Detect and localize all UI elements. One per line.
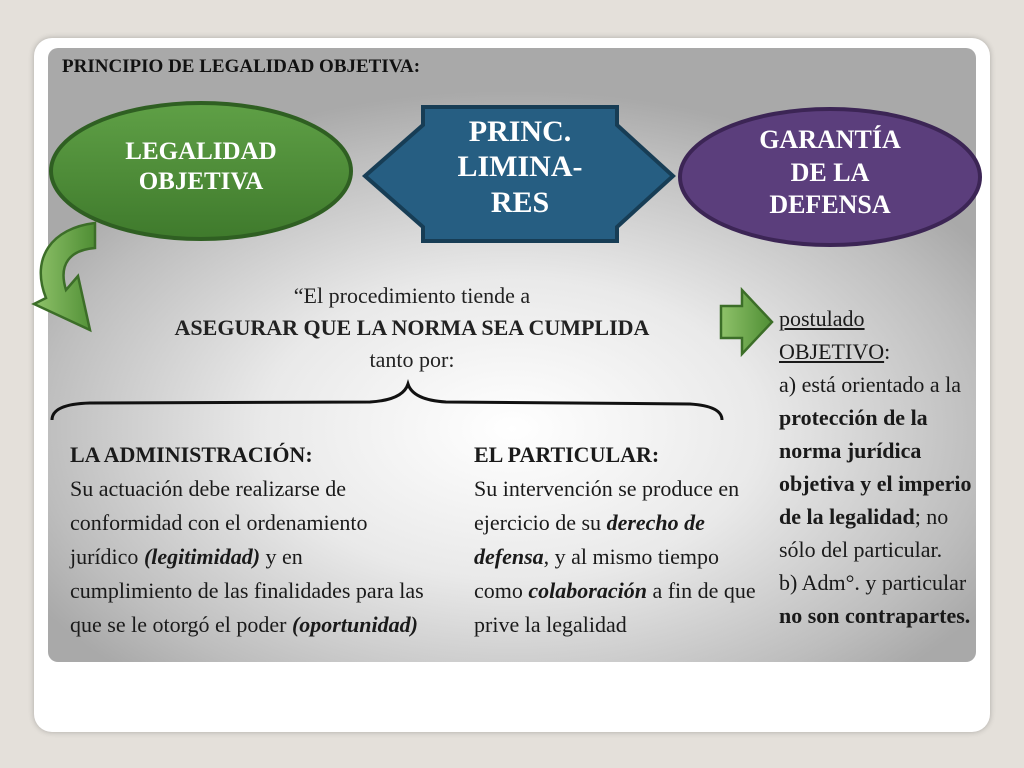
garantia-defensa-label: GARANTÍA DE LA DEFENSA xyxy=(759,125,901,219)
administracion-heading: LA ADMINISTRACIÓN: xyxy=(70,442,313,467)
principios-liminares-label: PRINC. LIMINA- RES xyxy=(457,115,583,219)
curved-arrow-icon xyxy=(34,223,95,330)
particular-text-3: a fin de que prive la legalidad xyxy=(474,578,756,638)
postulado-column xyxy=(779,302,989,632)
postulado-b-bold: no son contrapartes. xyxy=(779,603,971,628)
administracion-emphasis-2: (oportunidad) xyxy=(291,612,418,638)
postulado-label: postulado xyxy=(779,306,865,331)
quote-line-2: ASEGURAR QUE LA NORMA SEA CUMPLIDA xyxy=(174,314,650,340)
postulado-a-post: ; no sólo del particular. xyxy=(779,504,949,562)
particular-column xyxy=(474,438,759,643)
objetivo-label: OBJETIVO xyxy=(779,339,885,364)
particular-text-1: Su intervención se produce en ejercicio de su xyxy=(474,476,740,536)
administracion-text-1: Su actuación debe realizarse de conformidad con el ordenamiento jurídico xyxy=(70,476,368,570)
administracion-emphasis-1: (legitimidad) xyxy=(143,544,261,570)
particular-emphasis-1: derecho de defensa xyxy=(474,510,705,570)
curly-brace xyxy=(52,384,722,420)
postulado-b-text: b) Adm°. y particular xyxy=(779,570,967,595)
particular-heading: EL PARTICULAR: xyxy=(474,442,660,467)
postulado-colon: : xyxy=(884,339,891,364)
quote-block xyxy=(92,280,732,376)
postulado-a-text: a) está orientado a la xyxy=(779,372,962,397)
legalidad-objetiva-label: LEGALIDAD OBJETIVA xyxy=(125,138,277,195)
quote-line-3: tanto por: xyxy=(369,346,455,372)
particular-text-2: , y al mismo tiempo como xyxy=(474,544,720,604)
administracion-column xyxy=(70,438,430,643)
slide-title: PRINCIPIO DE LEGALIDAD OBJETIVA: xyxy=(62,56,421,77)
particular-emphasis-2: colaboración xyxy=(528,578,647,604)
postulado-a-bold: protección de la norma jurídica objetiva y el imperio de la legalidad xyxy=(779,405,972,529)
administracion-text-2: y en cumplimiento de las finalidades para las que se le otorgó el poder xyxy=(70,544,424,638)
quote-line-1: “El procedimiento tiende a xyxy=(293,283,531,308)
